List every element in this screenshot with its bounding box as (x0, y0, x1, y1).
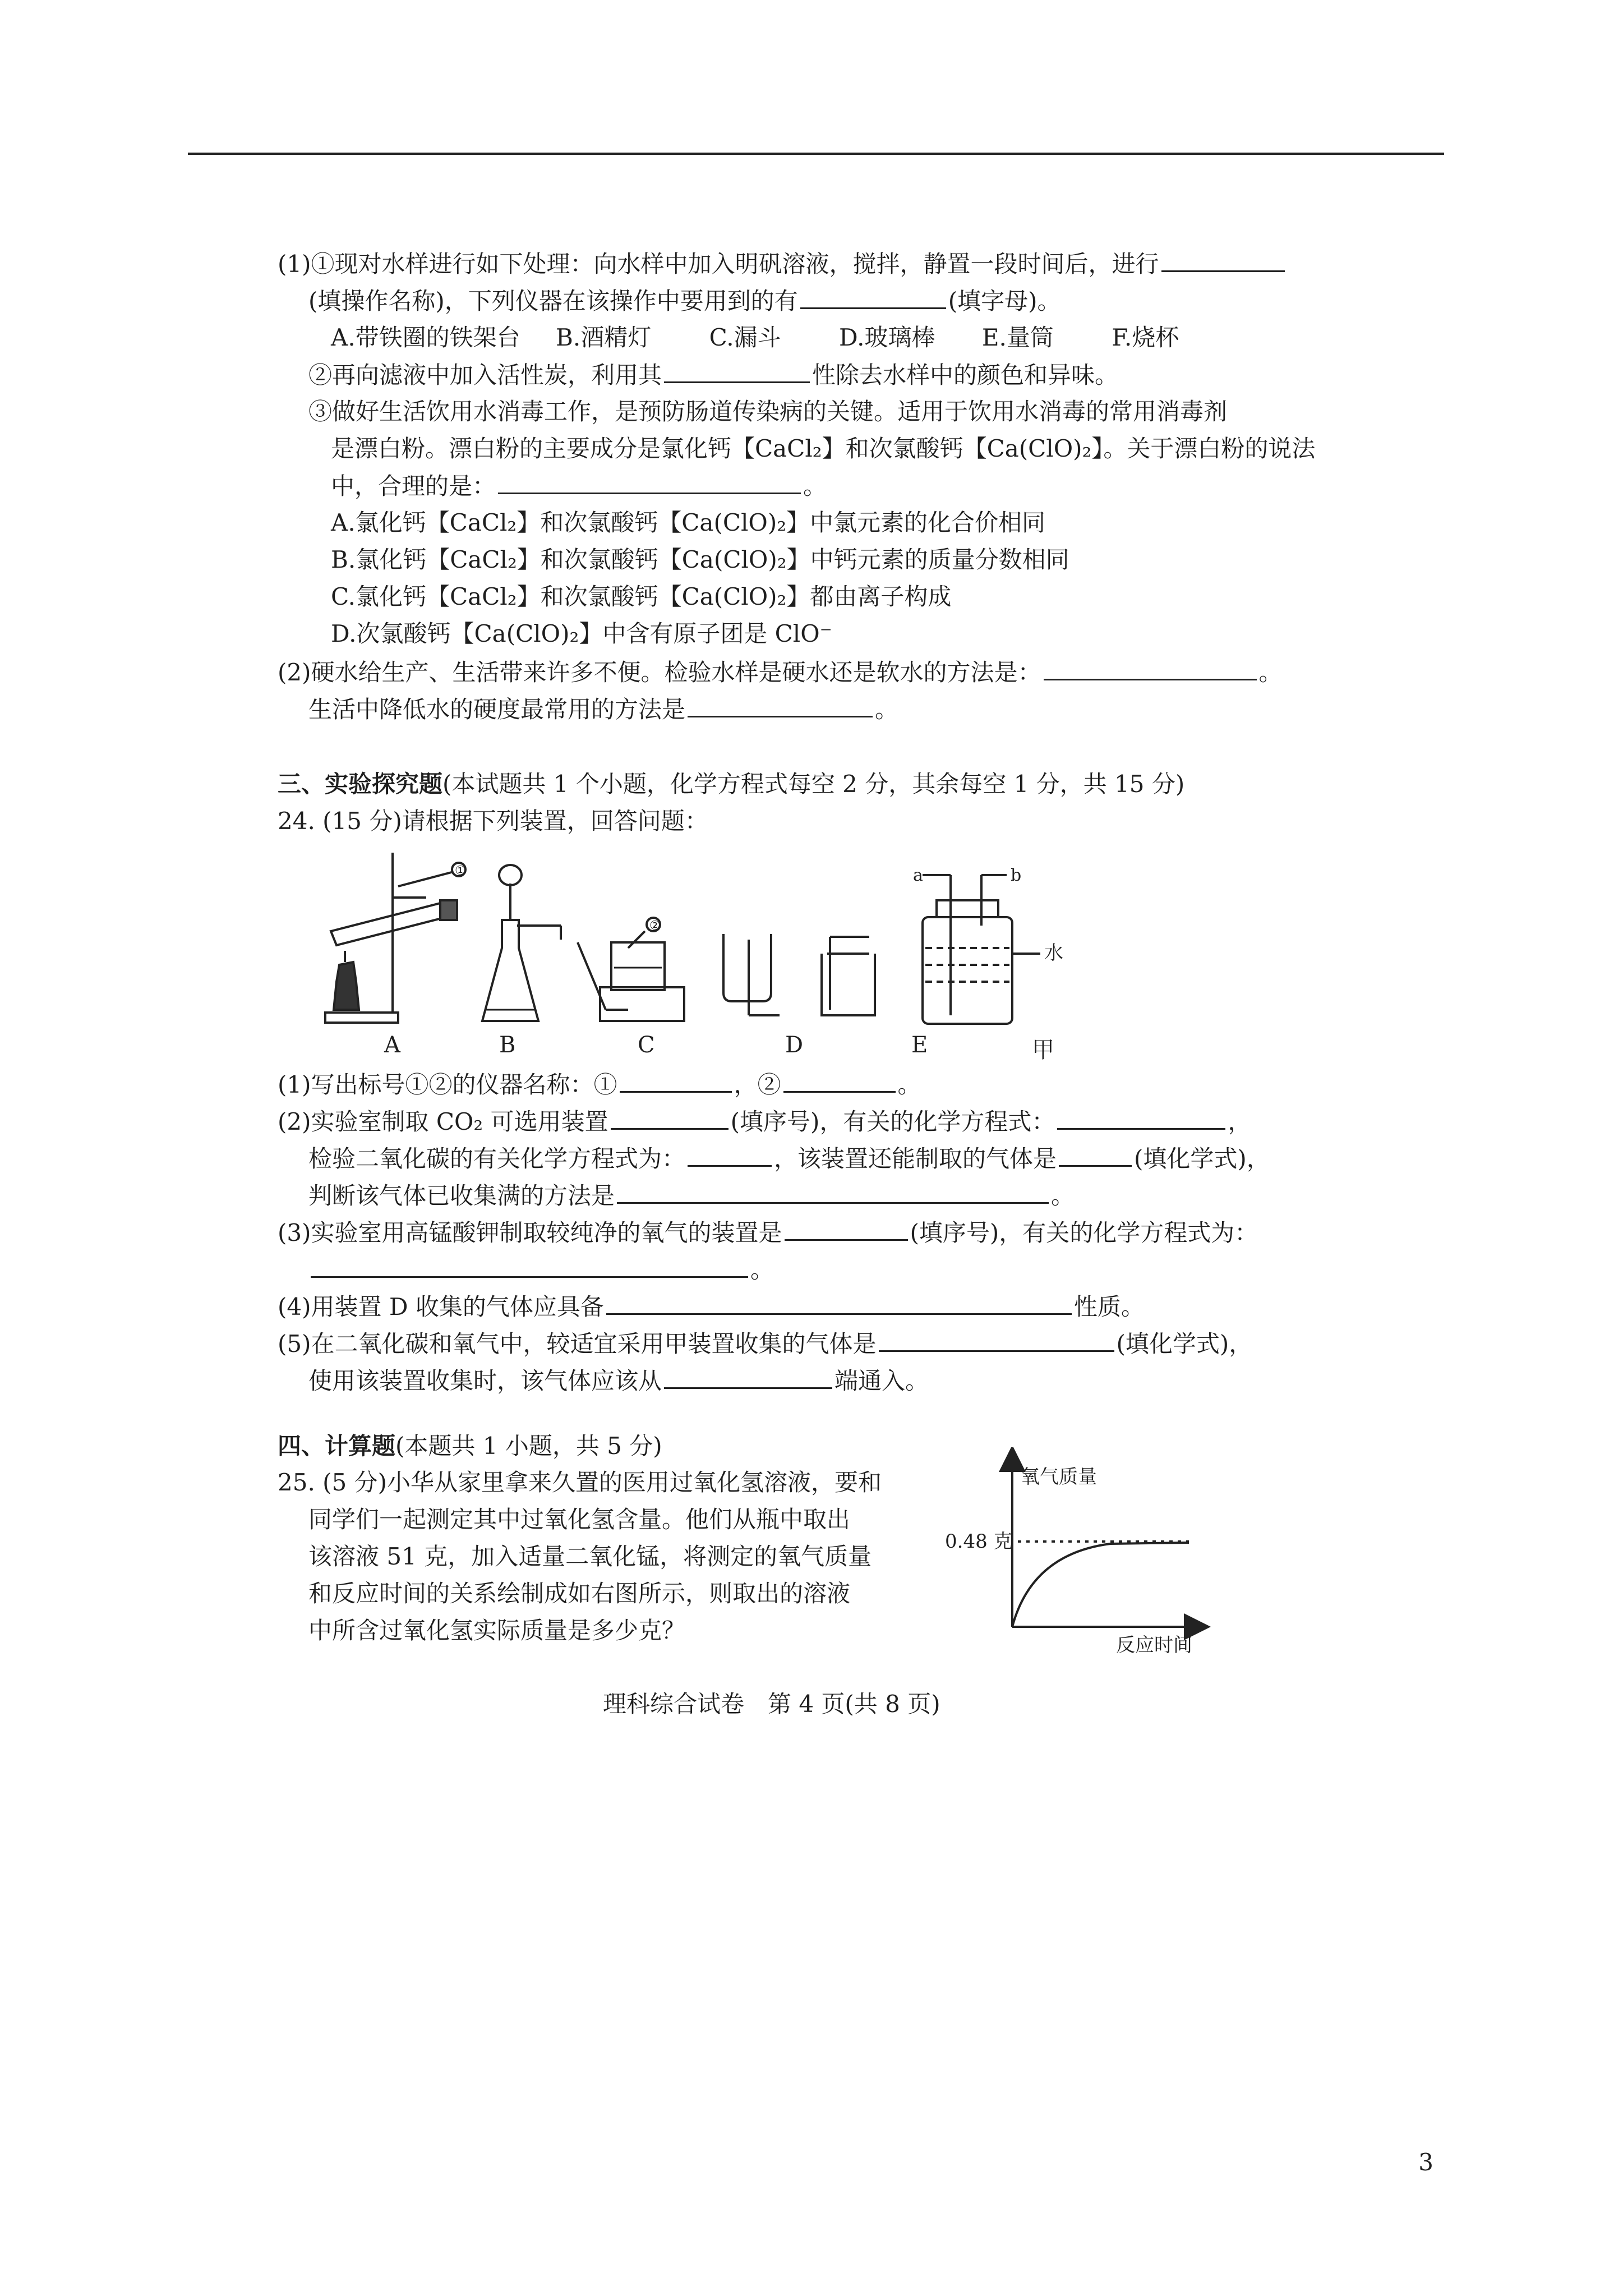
q2-line1-post: 。 (1258, 659, 1283, 686)
answer-blank[interactable] (611, 1106, 728, 1130)
apparatus-c (578, 918, 684, 1021)
q24-part5b (308, 1365, 929, 1397)
apparatus-b (482, 865, 561, 1021)
q24-p2b-post: (填化学式)， (1134, 1145, 1270, 1172)
q25-line1: 25. (5 分)小华从家里拿来久置的医用过氧化氢溶液，要和 (278, 1469, 882, 1496)
label-c: C (638, 1032, 655, 1058)
q24-p2-text: (2)实验室制取 CO₂ 可选用装置 (278, 1108, 608, 1135)
label-b: B (499, 1032, 516, 1058)
port-a-label: a (913, 866, 923, 885)
answer-blank[interactable] (498, 470, 801, 494)
q24-p5-text: (5)在二氧化碳和氧气中，较适宜采用甲装置收集的气体是 (278, 1330, 877, 1358)
q24-part5 (278, 1328, 1252, 1360)
q24-stem: 24. (15 分)请根据下列装置，回答问题： (278, 807, 708, 835)
choice-c: C.氯化钙【CaCl₂】和次氯酸钙【Ca(ClO)₂】都由离子构成 (331, 583, 952, 610)
port-b-label: b (1011, 866, 1022, 885)
q24-p1-text: (1)写出标号①②的仪器名称：① (278, 1071, 617, 1098)
answer-blank[interactable] (1059, 1143, 1132, 1167)
q1-line7 (331, 470, 827, 502)
q25-line5: 中所含过氧化氢实际质量是多少克？ (308, 1617, 686, 1644)
q24-p5b-text: 使用该装置收集时，该气体应该从 (308, 1367, 662, 1395)
option-f: F.烧杯 (1112, 324, 1179, 351)
q1-line4-text: ②再向滤液中加入活性炭，利用其 (308, 361, 662, 389)
section4-desc: (本题共 1 小题，共 5 分) (395, 1432, 662, 1460)
q24-p3b-post: 。 (750, 1256, 774, 1283)
q24-part2b (308, 1143, 1270, 1175)
q1-line7-text: 中，合理的是： (331, 472, 496, 500)
page-number: 3 (1418, 2148, 1433, 2176)
section4-heading (278, 1430, 662, 1462)
q1-line1-text: (1)①现对水样进行如下处理：向水样中加入明矾溶液，搅拌，静置一段时间后，进行 (278, 250, 1159, 278)
section3-heading (278, 769, 1184, 800)
answer-blank[interactable] (606, 1291, 1072, 1315)
option-c: C.漏斗 (709, 324, 781, 351)
q24-part1 (278, 1069, 921, 1101)
section3-desc: (本试题共 1 个小题，化学方程式每空 2 分，其余每空 1 分，共 15 分) (442, 770, 1185, 798)
q25-line4: 和反应时间的关系绘制成如右图所示，则取出的溶液 (308, 1580, 851, 1607)
q24-p2b-text: 检验二氧化碳的有关化学方程式为： (308, 1145, 686, 1172)
q24-p5-post: (填化学式)， (1116, 1330, 1253, 1358)
label-a: A (384, 1032, 400, 1058)
answer-blank-2[interactable] (783, 1069, 896, 1093)
answer-blank[interactable] (617, 1180, 1049, 1204)
answer-blank[interactable] (1044, 656, 1257, 680)
q1-line2-post: (填字母)。 (948, 287, 1061, 315)
apparatus-e (822, 937, 875, 1015)
page-footer: 理科综合试卷 第 4 页(共 8 页) (603, 1690, 940, 1718)
answer-blank[interactable] (879, 1328, 1114, 1352)
q24-p1-post: 。 (897, 1071, 921, 1098)
q24-p2-post: ， (1228, 1108, 1252, 1135)
q24-p2c-post: 。 (1051, 1182, 1075, 1209)
q2-line2-post: 。 (875, 696, 899, 723)
answer-blank-1[interactable] (620, 1069, 732, 1093)
q2-line1 (278, 656, 1283, 688)
oxygen-curve (1012, 1543, 1189, 1627)
q24-p2-mid: (填序号)，有关的化学方程式： (730, 1108, 1055, 1135)
graph-value-label: 0.48 克 (945, 1530, 1013, 1553)
q1-options (331, 322, 1179, 353)
answer-blank[interactable] (1161, 248, 1285, 272)
option-a: A.带铁圈的铁架台 (331, 324, 520, 351)
q24-p4-post: 性质。 (1073, 1293, 1145, 1320)
q2-line2-text: 生活中降低水的硬度最常用的方法是 (308, 696, 686, 723)
answer-blank[interactable] (311, 1254, 748, 1278)
q24-part2 (278, 1106, 1251, 1138)
answer-blank[interactable] (1057, 1106, 1225, 1130)
choice-a: A.氯化钙【CaCl₂】和次氯酸钙【Ca(ClO)₂】中氯元素的化合价相同 (331, 509, 1046, 536)
q1-line6: 是漂白粉。漂白粉的主要成分是氯化钙【CaCl₂】和次氯酸钙【Ca(ClO)₂】。关于漂白粉的说法 (331, 435, 1316, 462)
mark-2: ② (649, 919, 661, 933)
q24-p4-text: (4)用装置 D 收集的气体应具备 (278, 1293, 604, 1320)
q24-p3-post: (填序号)，有关的化学方程式为： (910, 1219, 1258, 1246)
q24-p2c-text: 判断该气体已收集满的方法是 (308, 1182, 615, 1209)
option-d: D.玻璃棒 (838, 324, 935, 351)
answer-blank[interactable] (664, 1365, 832, 1389)
option-b: B.酒精灯 (556, 324, 652, 351)
section3-title: 三、实验探究题 (278, 770, 443, 798)
q1-line7-post: 。 (803, 472, 827, 500)
q2-line2 (308, 693, 898, 725)
apparatus-figure (314, 841, 1155, 1043)
q24-p1-mid: ，② (734, 1071, 781, 1098)
q1-line4 (308, 359, 1118, 391)
q24-part3b (308, 1254, 774, 1286)
q1-line2 (308, 285, 1061, 317)
q24-p5b-post: 端通入。 (834, 1367, 929, 1395)
choice-b: B.氯化钙【CaCl₂】和次氯酸钙【Ca(ClO)₂】中钙元素的质量分数相同 (331, 546, 1069, 573)
q1-line5: ③做好生活饮用水消毒工作，是预防肠道传染病的关键。适用于饮用水消毒的常用消毒剂 (308, 398, 1228, 425)
q24-part2c (308, 1180, 1075, 1212)
label-d: D (785, 1032, 804, 1058)
label-jia: 甲 (1032, 1037, 1054, 1063)
answer-blank[interactable] (785, 1217, 908, 1241)
q2-line1-text: (2)硬水给生产、生活带来许多不便。检验水样是硬水还是软水的方法是： (278, 659, 1041, 686)
q25-line3: 该溶液 51 克，加入适量二氧化锰，将测定的氧气质量 (308, 1543, 872, 1570)
q24-part4 (278, 1291, 1145, 1323)
apparatus-a (325, 853, 465, 1023)
answer-blank[interactable] (664, 359, 810, 383)
graph-y-label: 氧气质量 (1021, 1466, 1097, 1488)
q24-p2b-mid: ，该装置还能制取的气体是 (774, 1145, 1057, 1172)
answer-blank[interactable] (688, 693, 873, 717)
header-rule (188, 153, 1444, 155)
q25-line2: 同学们一起测定其中过氧化氢含量。他们从瓶中取出 (308, 1506, 851, 1533)
q24-part3 (278, 1217, 1258, 1249)
q1-line2-text: (填操作名称)，下列仪器在该操作中要用到的有 (308, 287, 798, 315)
graph-x-label: 反应时间 (1116, 1634, 1192, 1657)
section4-title: 四、计算题 (278, 1432, 396, 1460)
water-label: 水 (1044, 942, 1063, 964)
apparatus-jia (923, 875, 1040, 1024)
q24-p3-text: (3)实验室用高锰酸钾制取较纯净的氧气的装置是 (278, 1219, 782, 1246)
answer-blank[interactable] (800, 285, 946, 309)
label-e: E (911, 1032, 928, 1058)
q1-line4-post: 性除去水样中的颜色和异味。 (812, 361, 1119, 389)
mark-1: ① (455, 864, 466, 878)
answer-blank[interactable] (688, 1143, 772, 1167)
apparatus-d (723, 934, 780, 1015)
choice-d: D.次氯酸钙【Ca(ClO)₂】中含有原子团是 ClO⁻ (331, 620, 832, 647)
q1-line1 (278, 248, 1287, 280)
option-e: E.量筒 (981, 324, 1054, 351)
